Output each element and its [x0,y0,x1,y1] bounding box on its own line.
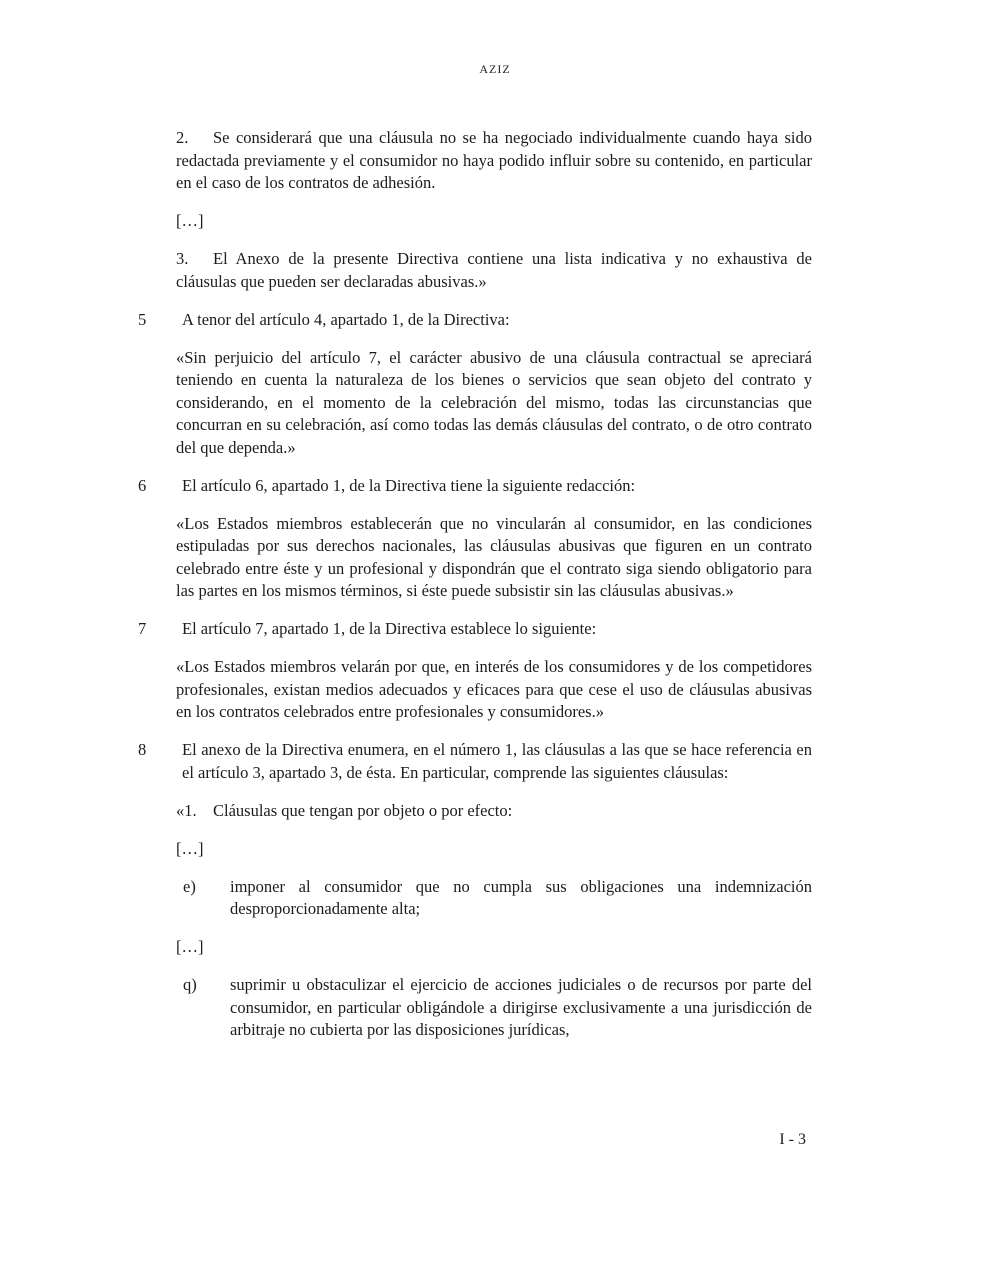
subparagraph-text: Cláusulas que tengan por objeto o por efecto: [213,800,513,820]
subparagraph-text: Se considerará que una cláusula no se ha negociado individualmente cuando haya sido redactada previamente y el consumidor no haya podido influir sobre su contenido, en particular en el caso de los contratos de adhesión. [176,128,812,192]
subparagraph-text: El Anexo de la presente Directiva contiene una lista indicativa y no exhaustiva de cláusulas que pueden ser declaradas abusivas.» [176,249,812,291]
item-text: imponer al consumidor que no cumpla sus obligaciones una indemnización desproporcionadamente alta; [230,876,812,918]
paragraph-6 [138,475,812,498]
paragraph-5 [138,309,812,332]
quoted-subparagraph-annex-1 [176,800,812,823]
subparagraph-marker: «1. [176,800,197,820]
quoted-subparagraph-3 [176,248,812,293]
lettered-item-e [176,876,812,921]
paragraph-number: 7 [138,619,147,638]
subparagraph-marker: 2. [176,128,189,147]
quotation-article-6: «Los Estados miembros establecerán que no vincularán al consumidor, en las condiciones estipuladas por sus derechos nacionales, las cláusulas abusivas que figuren en un contrato celebrado entre éste y un profesional y dispondrán que el contrato siga siendo obligatorio para las partes en los mismos términos, si éste puede subsistir sin las cláusulas abusivas.» [176,513,812,600]
paragraph-number: 5 [138,309,147,329]
item-text: suprimir u obstaculizar el ejercicio de acciones judiciales o de recursos por parte del consumidor, en particular obligándole a dirigirse exclusivamente a una jurisdicción de arbitraje no cubierta por las disposiciones jurídicas, [230,975,812,1039]
quotation-article-4: «Sin perjuicio del artículo 7, el carácter abusivo de una cláusula contractual se apreciará teniendo en cuenta la naturaleza de los bienes o servicios que sean objeto del contrato y considerando, en el momento de la celebración del mismo, todas las circunstancias que concurran en su celebración, así como todas las demás cláusulas del contrato, o de otro contrato del que dependa.» [176,347,812,457]
quoted-subparagraph-2 [176,127,812,195]
page-header-case-name: AZIZ [479,62,511,76]
paragraph-text: El artículo 7, apartado 1, de la Directiva establece lo siguiente: [182,619,597,638]
document-body [138,127,812,1057]
omission-mark: […] [176,211,204,230]
paragraph-text: A tenor del artículo 4, apartado 1, de la Directiva: [182,309,510,329]
omission-mark: […] [176,937,204,956]
page-number: I - 3 [779,1131,806,1148]
omission-mark: […] [176,838,204,858]
item-letter: q) [183,975,197,994]
paragraph-7 [138,618,812,641]
paragraph-number: 8 [138,740,147,759]
item-letter: e) [183,876,196,896]
subparagraph-marker: 3. [176,249,189,268]
lettered-item-q [176,974,812,1042]
paragraph-number: 6 [138,475,147,495]
paragraph-text: El anexo de la Directiva enumera, en el número 1, las cláusulas a las que se hace referencia en el artículo 3, apartado 3, de ésta. En particular, comprende las siguientes cláusulas: [182,740,812,782]
paragraph-8 [138,739,812,784]
paragraph-text: El artículo 6, apartado 1, de la Directiva tiene la siguiente redacción: [182,475,636,495]
quotation-article-7: «Los Estados miembros velarán por que, en interés de los consumidores y de los competidores profesionales, existan medios adecuados y eficaces para que cese el uso de cláusulas abusivas en los contratos celebrados entre profesionales y consumidores.» [176,657,812,721]
